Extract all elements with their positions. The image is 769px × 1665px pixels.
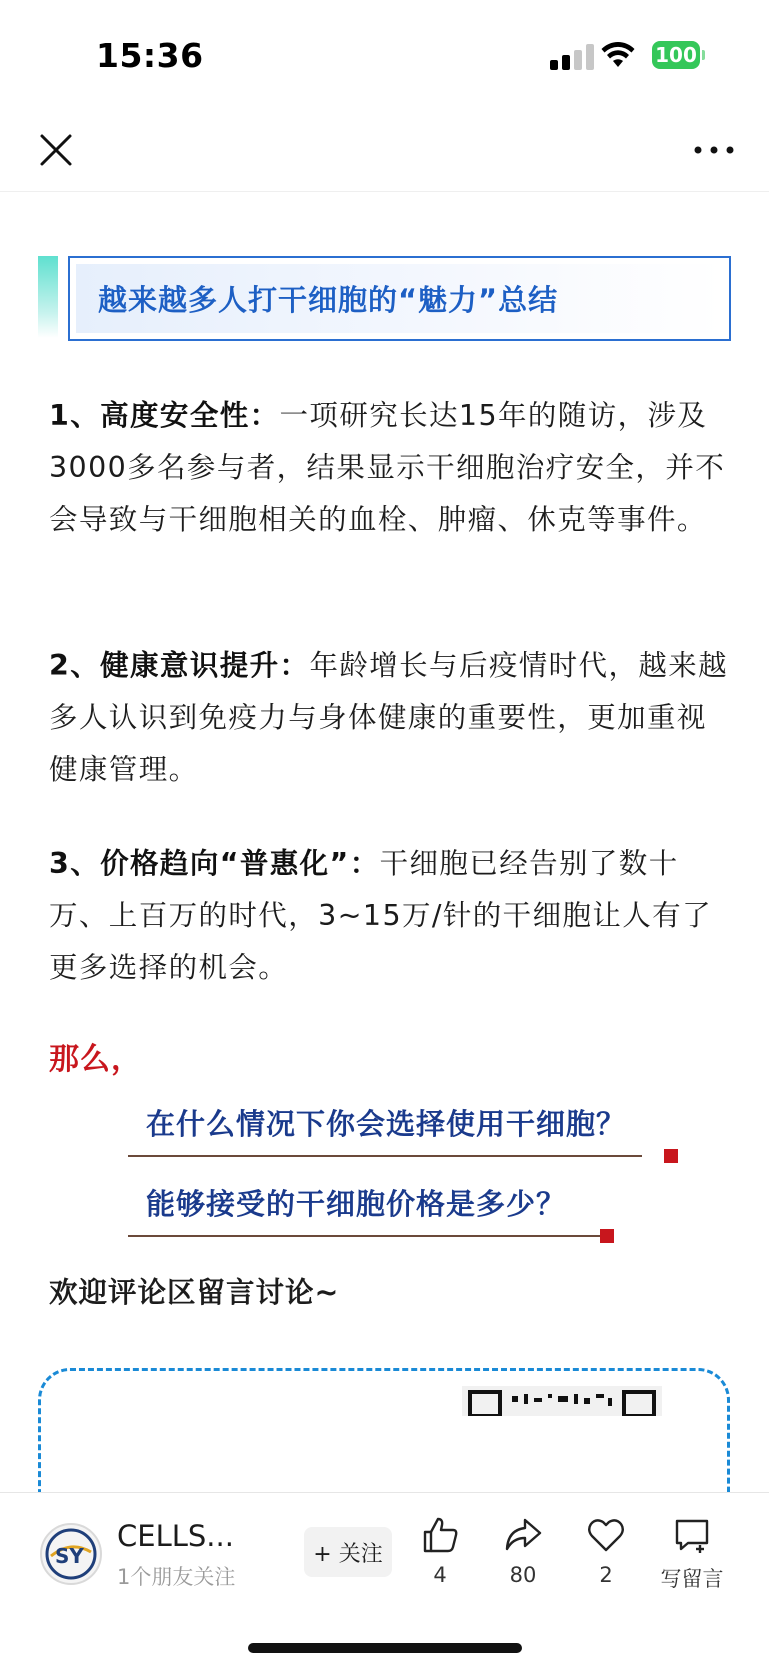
question-1-marker bbox=[664, 1149, 678, 1163]
heart-icon bbox=[586, 1515, 626, 1555]
heading-accent-bar bbox=[38, 256, 58, 338]
comment-icon bbox=[672, 1515, 712, 1555]
heading-text: 越来越多人打干细胞的“魅力”总结 bbox=[98, 283, 559, 317]
point-1-title: 1、高度安全性： bbox=[49, 399, 280, 432]
question-2-text: 能够接受的干细胞价格是多少？ bbox=[146, 1187, 567, 1221]
question-2 bbox=[128, 1182, 616, 1223]
point-2-body: 年龄增长与后疫情时代，越来越多人认识到免疫力与身体健康的重要性，更加重视健康管理。 bbox=[49, 649, 729, 786]
favorite-count: 2 bbox=[599, 1563, 613, 1587]
wifi-icon bbox=[600, 40, 636, 70]
account-name[interactable]: CELLS... bbox=[117, 1519, 234, 1553]
share-count: 80 bbox=[509, 1563, 537, 1587]
question-2-underline bbox=[128, 1235, 604, 1237]
point-3-body: 干细胞已经告别了数十万、上百万的时代，3~15万/针的干细胞让人有了更多选择的机会。 bbox=[49, 847, 712, 984]
question-2-marker bbox=[600, 1229, 614, 1243]
favorite-button[interactable] bbox=[566, 1515, 646, 1587]
home-indicator[interactable] bbox=[248, 1643, 522, 1653]
write-comment-label: 写留言 bbox=[660, 1567, 724, 1591]
account-avatar[interactable] bbox=[40, 1523, 102, 1585]
point-3-title: 3、价格趋向“普惠化”： bbox=[49, 847, 380, 880]
heading-box bbox=[68, 256, 731, 341]
status-time: 15:36 bbox=[96, 36, 204, 75]
follow-button[interactable]: + 关注 bbox=[304, 1527, 392, 1577]
then-text: 那么， bbox=[49, 1042, 142, 1077]
battery-icon bbox=[652, 41, 700, 69]
bottom-bar bbox=[0, 1492, 769, 1665]
section-heading bbox=[38, 256, 731, 344]
share-button[interactable] bbox=[483, 1515, 563, 1587]
nav-bar bbox=[0, 110, 769, 192]
battery-level: 100 bbox=[655, 43, 697, 67]
question-1-text: 在什么情况下你会选择使用干细胞？ bbox=[146, 1107, 627, 1141]
close-icon[interactable] bbox=[36, 130, 76, 170]
point-2-title: 2、健康意识提升： bbox=[49, 649, 310, 682]
point-1-body: 一项研究长达15年的随访，涉及3000多名参与者，结果显示干细胞治疗安全，并不会导致与干细胞相关的血栓、肿瘤、休克等事件。 bbox=[49, 399, 726, 536]
like-button[interactable] bbox=[400, 1515, 480, 1587]
like-count: 4 bbox=[433, 1563, 447, 1587]
point-1 bbox=[49, 390, 729, 546]
question-1 bbox=[128, 1102, 680, 1143]
status-bar bbox=[0, 0, 769, 110]
point-2 bbox=[49, 640, 729, 796]
friends-follow-count: 1个朋友关注 bbox=[117, 1565, 236, 1589]
more-icon[interactable] bbox=[692, 136, 736, 164]
write-comment-button[interactable] bbox=[650, 1515, 734, 1593]
signal-icon bbox=[550, 44, 594, 70]
point-3 bbox=[49, 838, 729, 994]
svg-text:SY: SY bbox=[55, 1544, 84, 1568]
article-content bbox=[0, 192, 769, 1492]
question-1-underline bbox=[128, 1155, 642, 1157]
thumbs-up-icon bbox=[420, 1515, 460, 1555]
discuss-text: 欢迎评论区留言讨论~ bbox=[49, 1276, 340, 1309]
account-logo-icon bbox=[43, 1526, 99, 1582]
qr-code-image bbox=[462, 1386, 662, 1416]
share-icon bbox=[503, 1515, 543, 1555]
